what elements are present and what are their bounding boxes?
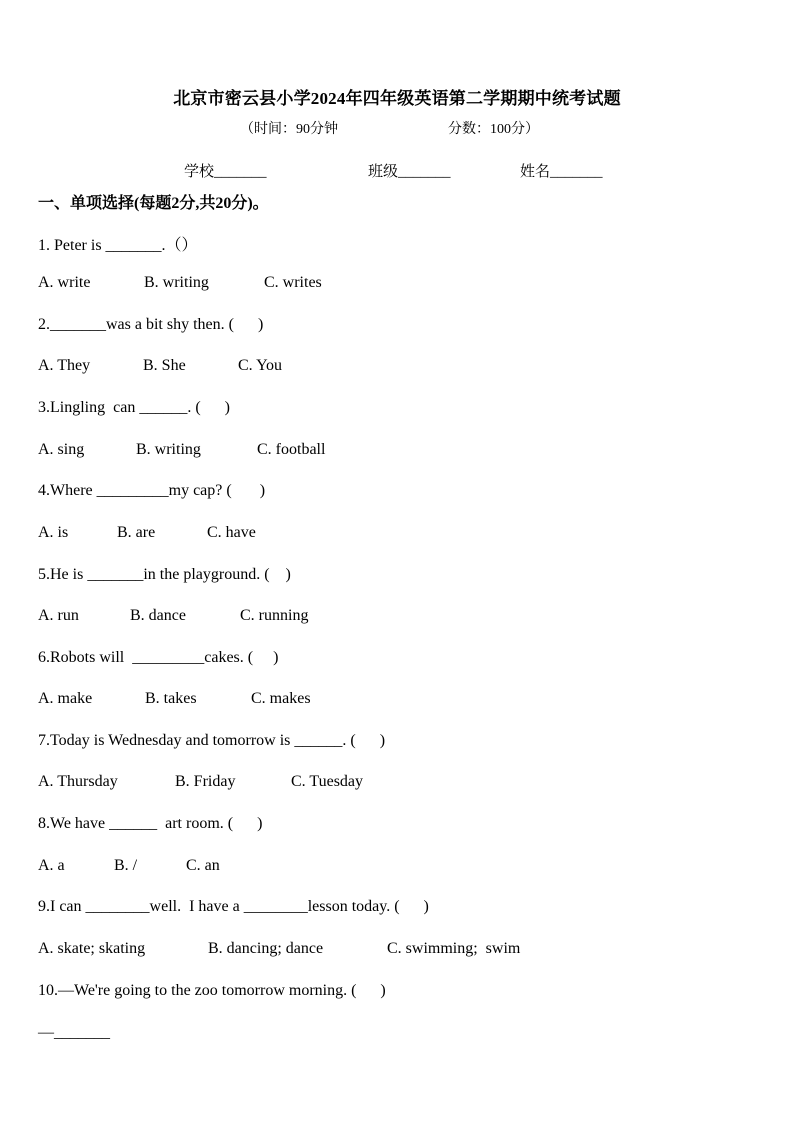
option-c: C. football — [257, 441, 326, 458]
question-stem: 10.—We're going to the zoo tomorrow morning. ( ) — [38, 982, 386, 999]
option-a: A. They — [38, 357, 91, 374]
school-field: 学校_______ — [184, 164, 267, 180]
class-field: 班级_______ — [368, 164, 451, 180]
option-c: C. Tuesday — [291, 773, 364, 790]
question-stem: 6.Robots will _________cakes. ( ) — [38, 649, 279, 666]
page-title: 北京市密云县小学2024年四年级英语第二学期期中统考试题 — [173, 89, 621, 108]
option-a: A. is — [38, 524, 69, 541]
question-stem: 5.He is _______in the playground. ( ) — [38, 566, 291, 583]
option-b: B. writing — [136, 441, 201, 458]
option-c: C. have — [207, 524, 256, 541]
exam-time: （时间：90分钟 — [240, 122, 338, 137]
option-c: C. makes — [251, 690, 311, 707]
option-c: C. swimming; swim — [387, 940, 521, 957]
option-a: A. sing — [38, 441, 85, 458]
option-c: C. You — [238, 357, 283, 374]
option-c: C. an — [186, 857, 220, 874]
option-a: A. skate; skating — [38, 940, 146, 957]
option-c: C. writes — [264, 274, 322, 291]
option-a: A. run — [38, 607, 79, 624]
question-stem: 2._______was a bit shy then. ( ) — [38, 316, 264, 333]
option-b: B. writing — [144, 274, 209, 291]
answer-line: —_______ — [38, 1024, 110, 1041]
option-b: B. She — [143, 357, 186, 374]
question-stem: 1. Peter is _______.（） — [38, 237, 198, 254]
option-a: A. make — [38, 690, 93, 707]
option-b: B. Friday — [175, 773, 236, 790]
question-stem: 3.Lingling can ______. ( ) — [38, 399, 230, 416]
question-stem: 7.Today is Wednesday and tomorrow is ______. ( ) — [38, 732, 386, 749]
option-b: B. are — [117, 524, 156, 541]
option-b: B. dance — [130, 607, 186, 624]
option-b: B. takes — [145, 690, 197, 707]
question-stem: 4.Where _________my cap? ( ) — [38, 482, 266, 499]
question-stem: 8.We have ______ art room. ( ) — [38, 815, 263, 832]
question-stem: 9.I can ________well. I have a ________lesson today. ( ) — [38, 898, 429, 915]
option-a: A. Thursday — [38, 773, 118, 790]
option-a: A. a — [38, 857, 65, 874]
option-c: C. running — [240, 607, 309, 624]
section-heading: 一、单项选择(每题2分,共20分)。 — [38, 195, 269, 212]
option-a: A. write — [38, 274, 91, 291]
option-b: B. / — [114, 857, 138, 874]
name-field: 姓名_______ — [520, 164, 603, 180]
exam-score: 分数：100分） — [448, 122, 539, 137]
option-b: B. dancing; dance — [208, 940, 324, 957]
